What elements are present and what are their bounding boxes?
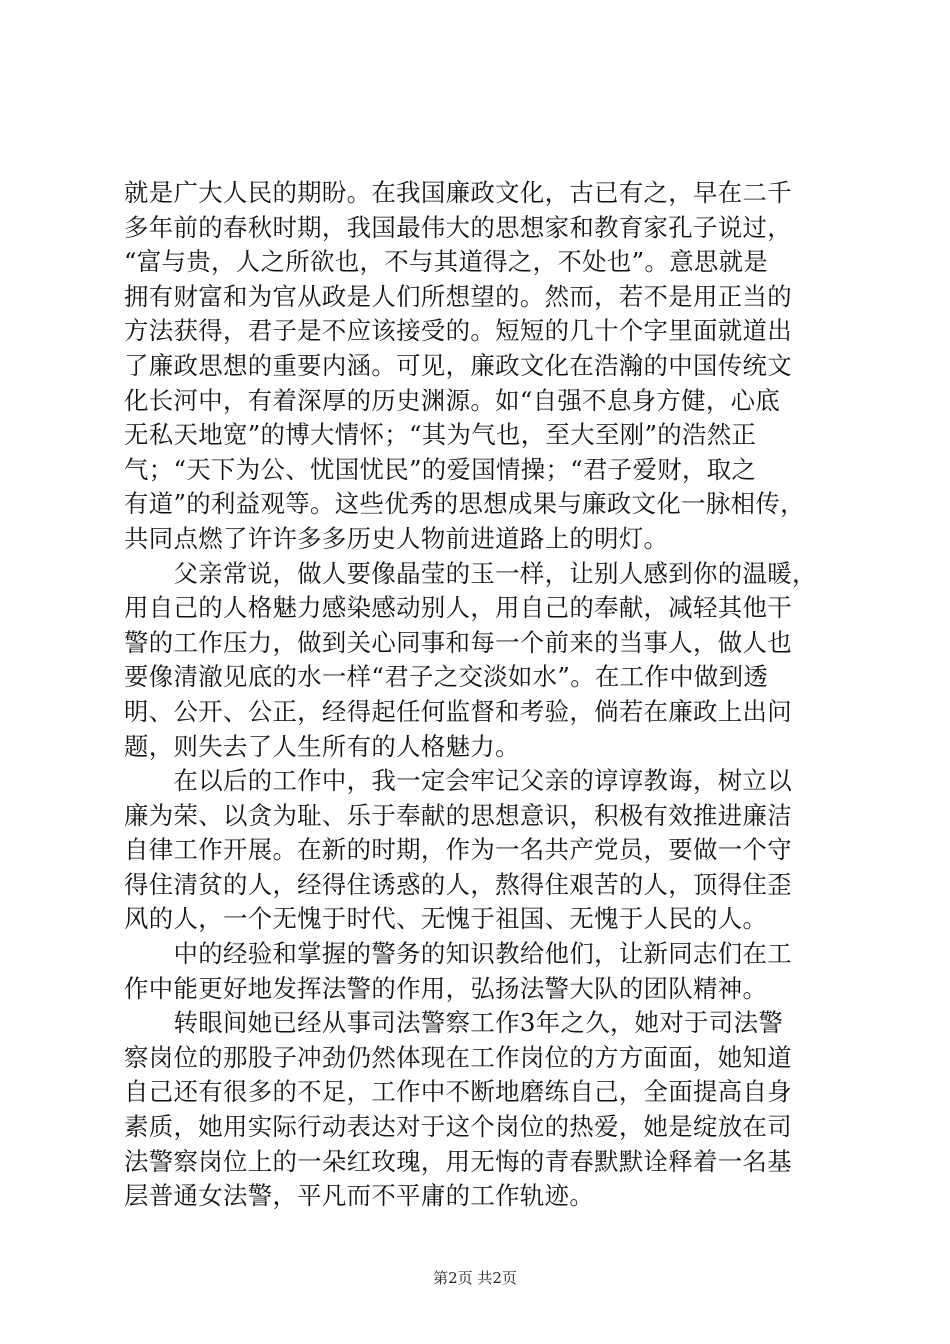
text-line: 警的工作压力，做到关心同事和每一个前来的当事人，做人也 (124, 627, 792, 657)
text-line: 作中能更好地发挥法警的作用，弘扬法警大队的团队精神。 (124, 973, 768, 1003)
text-line: 无私天地宽”的博大情怀；“其为气也，至大至刚”的浩然正 (124, 420, 757, 450)
page-footer: 第2页 共2页 (433, 1269, 517, 1287)
text-line: 用自己的人格魅力感染感动别人，用自己的奉献，减轻其他干 (124, 593, 792, 623)
text-line: 风的人，一个无愧于时代、无愧于祖国、无愧于人民的人。 (124, 904, 768, 934)
text-line: 拥有财富和为官从政是人们所想望的。然而，若不是用正当的 (124, 281, 792, 311)
text-line: 自己还有很多的不足，工作中不断地磨练自己，全面提高自身 (124, 1077, 792, 1107)
document-body (124, 176, 830, 1214)
text-line: 有道”的利益观等。这些优秀的思想成果与廉政文化一脉相传， (124, 489, 805, 519)
text-line: 层普通女法警，平凡而不平庸的工作轨迹。 (124, 1181, 595, 1211)
text-line: 素质，她用实际行动表达对于这个岗位的热爱，她是绽放在司 (124, 1112, 792, 1142)
text-line: 法警察岗位上的一朵红玫瑰，用无悔的青春默默诠释着一名基 (124, 1146, 792, 1176)
text-line: 气；“天下为公、忧国忧民”的爱国情操；“君子爱财，取之 (124, 454, 757, 484)
text-line: 察岗位的那股子冲劲仍然体现在工作岗位的方方面面，她知道 (124, 1042, 792, 1072)
text-line: 转眼间她已经从事司法警察工作3年之久，她对于司法警 (124, 1008, 784, 1038)
text-line: 明、公开、公正，经得起任何监督和考验，倘若在廉政上出问 (124, 696, 792, 726)
text-line: 多年前的春秋时期，我国最伟大的思想家和教育家孔子说过， (124, 212, 792, 242)
text-line: 就是广大人民的期盼。在我国廉政文化，古已有之，早在二千 (124, 178, 792, 207)
text-line: 廉为荣、以贪为耻、乐于奉献的思想意识，积极有效推进廉洁 (124, 800, 792, 830)
text-line: 在以后的工作中，我一定会牢记父亲的谆谆教诲，树立以 (124, 766, 792, 796)
text-line: 自律工作开展。在新的时期，作为一名共产党员，要做一个守 (124, 835, 792, 865)
text-line: 要像清澈见底的水一样“君子之交淡如水”。在工作中做到透 (124, 662, 769, 692)
text-line: “富与贵，人之所欲也，不与其道得之，不处也”。意思就是 (124, 247, 769, 277)
text-line: 方法获得，君子是不应该接受的。短短的几十个字里面就道出 (124, 316, 792, 346)
text-line: 得住清贫的人，经得住诱惑的人，熬得住艰苦的人，顶得住歪 (124, 869, 792, 899)
text-line: 中的经验和掌握的警务的知识教给他们，让新同志们在工 (124, 939, 792, 969)
text-line: 了廉政思想的重要内涵。可见，廉政文化在浩瀚的中国传统文 (124, 350, 792, 380)
text-line: 题，则失去了人生所有的人格魅力。 (124, 731, 520, 761)
text-line: 共同点燃了许许多多历史人物前进道路上的明灯。 (124, 523, 669, 553)
text-line: 父亲常说，做人要像晶莹的玉一样，让别人感到你的温暖， (124, 558, 817, 588)
text-line: 化长河中，有着深厚的历史渊源。如“自强不息身方健，心底 (124, 385, 781, 415)
